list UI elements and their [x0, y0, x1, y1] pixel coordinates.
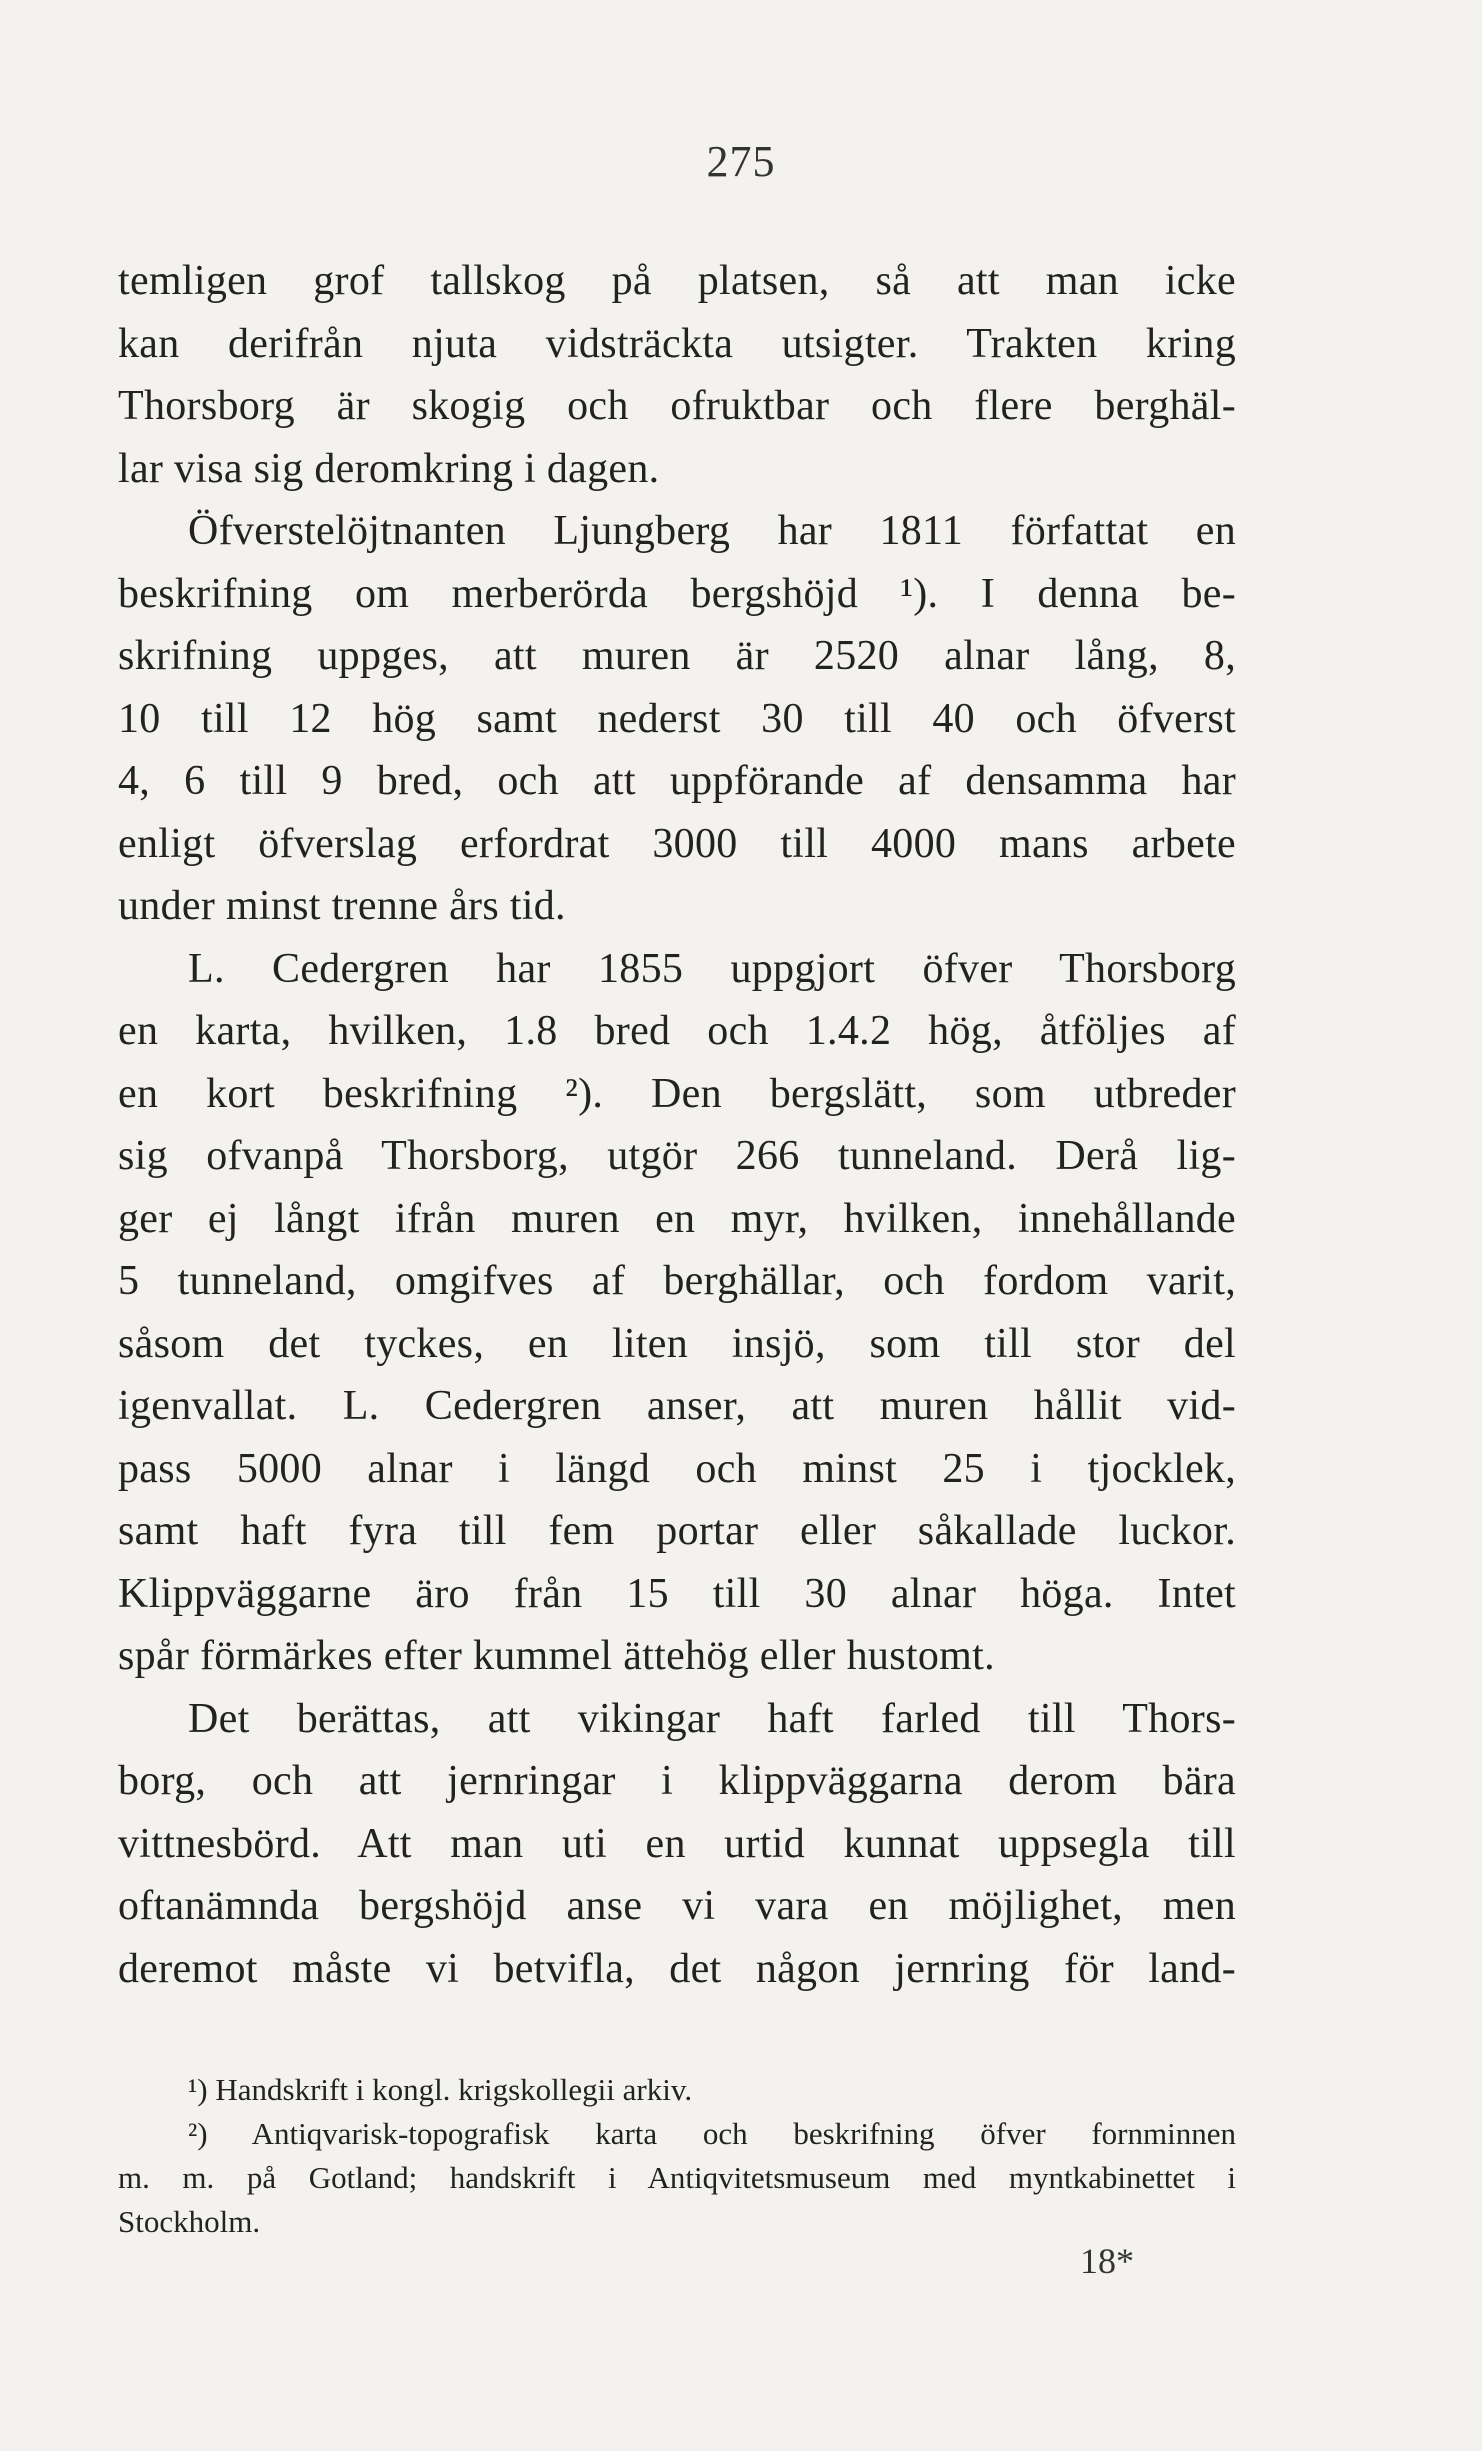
- text-line: borg, och att jernringar i klippväggarna derom bära: [118, 1758, 1236, 1804]
- text-line: pass 5000 alnar i längd och minst 25 i tjocklek,: [118, 1445, 1236, 1492]
- text-line: enligt öfverslag erfordrat 3000 till 4000 mans arbete: [118, 820, 1236, 867]
- text-line: beskrifning om merberörda bergshöjd ¹). I denna be-: [118, 570, 1236, 617]
- text-line: 5 tunneland, omgifves af berghällar, och fordom varit,: [118, 1258, 1236, 1304]
- signature-mark: 18*: [1080, 2241, 1134, 2281]
- text-line: sig ofvanpå Thorsborg, utgör 266 tunneland. Derå lig-: [118, 1133, 1236, 1179]
- text-line: Thorsborg är skogig och ofruktbar och flere berghäl-: [118, 383, 1236, 429]
- text-line: skrifning uppges, att muren är 2520 alnar lång, 8,: [118, 633, 1236, 679]
- text-line: temligen grof tallskog på platsen, så att man icke: [118, 258, 1236, 304]
- text-line: oftanämnda bergshöjd anse vi vara en möjlighet, men: [118, 1883, 1236, 1929]
- text-line: en karta, hvilken, 1.8 bred och 1.4.2 hög, åtföljes af: [118, 1008, 1236, 1054]
- text-line: 10 till 12 hög samt nederst 30 till 40 och öfverst: [118, 695, 1236, 742]
- text-line: samt haft fyra till fem portar eller såkallade luckor.: [118, 1508, 1236, 1554]
- text-line: spår förmärkes efter kummel ättehög eller hustomt.: [118, 1633, 995, 1679]
- text-line: 4, 6 till 9 bred, och att uppförande af densamma har: [118, 758, 1236, 804]
- body-text: [118, 250, 1236, 2000]
- text-line: Öfverstelöjtnanten Ljungberg har 1811 författat en: [188, 508, 1236, 554]
- text-line: L. Cedergren har 1855 uppgjort öfver Thorsborg: [188, 945, 1236, 992]
- text-line: lar visa sig deromkring i dagen.: [118, 445, 660, 492]
- footnotes: [118, 2068, 1236, 2244]
- text-line: igenvallat. L. Cedergren anser, att muren hållit vid-: [118, 1383, 1236, 1429]
- page-number: 275: [706, 137, 776, 186]
- text-line: deremot måste vi betvifla, det någon jernring för land-: [118, 1945, 1236, 1992]
- text-line: Det berättas, att vikingar haft farled till Thors-: [188, 1695, 1236, 1742]
- text-line: en kort beskrifning ²). Den bergslätt, som utbreder: [118, 1070, 1236, 1117]
- text-line: under minst trenne års tid.: [118, 883, 566, 929]
- footnote-2-end: Stockholm.: [118, 2204, 261, 2239]
- footnote-1: ¹) Handskrift i kongl. krigskollegii arkiv.: [188, 2072, 693, 2107]
- text-line: kan derifrån njuta vidsträckta utsigter. Trakten kring: [118, 320, 1236, 367]
- footnote-2-continued: m. m. på Gotland; handskrift i Antiqvitetsmuseum med myntkabinettet i: [118, 2160, 1236, 2195]
- text-line: vittnesbörd. Att man uti en urtid kunnat uppsegla till: [118, 1820, 1236, 1867]
- text-line: såsom det tyckes, en liten insjö, som till stor del: [118, 1320, 1236, 1367]
- text-line: Klippväggarne äro från 15 till 30 alnar höga. Intet: [118, 1570, 1236, 1617]
- footnote-2: ²) Antiqvarisk-topografisk karta och beskrifning öfver fornminnen: [188, 2116, 1236, 2151]
- text-line: ger ej långt ifrån muren en myr, hvilken, innehållande: [118, 1195, 1236, 1242]
